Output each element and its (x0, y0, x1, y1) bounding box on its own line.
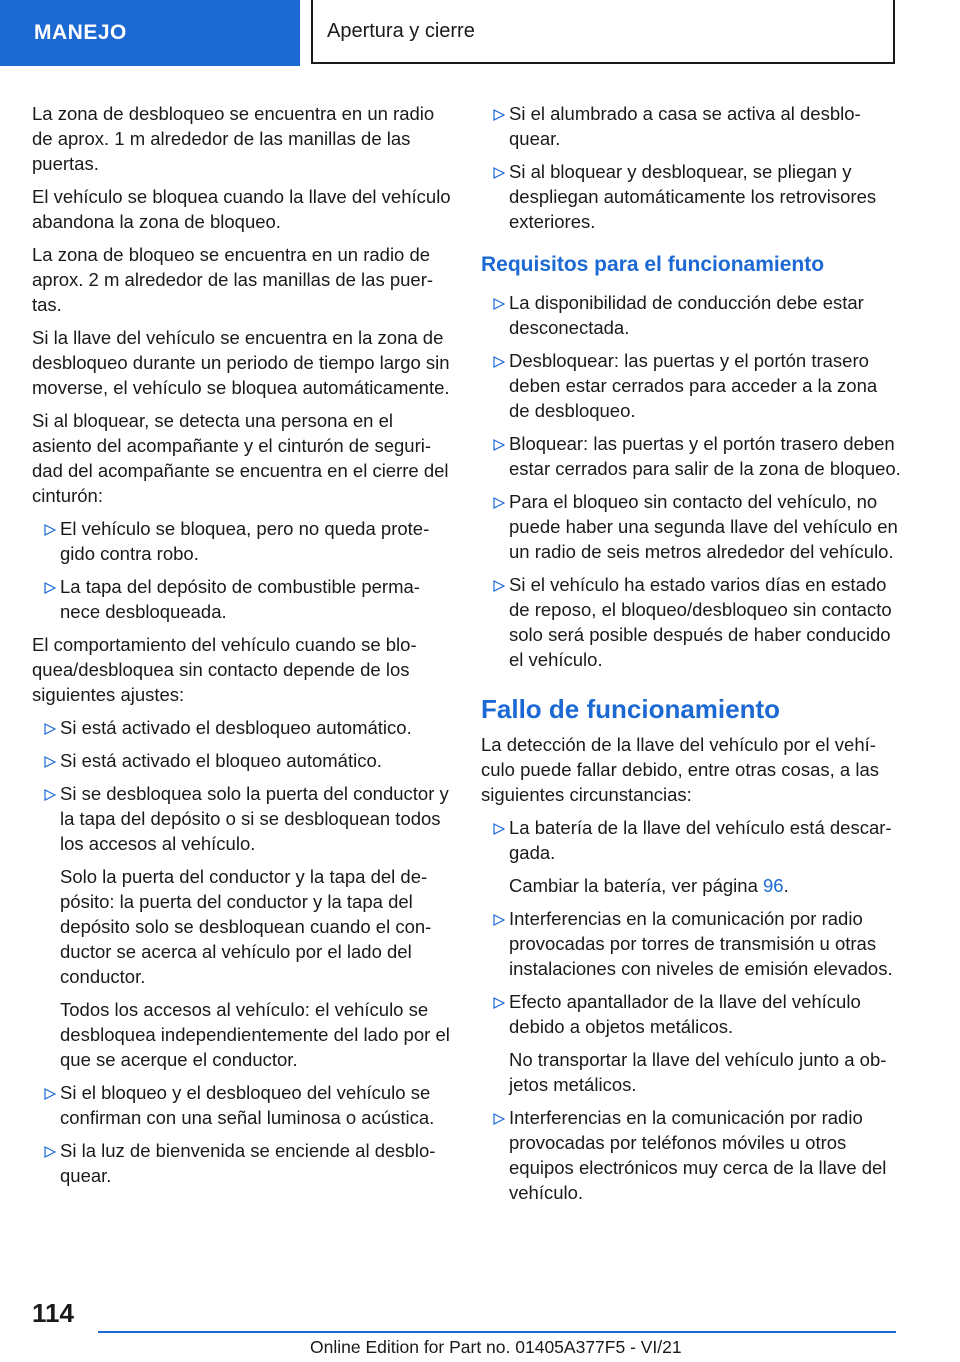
list-item (481, 906, 901, 981)
sub-paragraph-text: Cambiar la batería, ver página (509, 875, 763, 896)
section-tab[interactable] (0, 0, 300, 66)
right-column (481, 101, 901, 1213)
footer-edition: Online Edition for Part no. 01405A377F5 - VI/21 (310, 1337, 682, 1357)
section-heading: Fallo de funcionamiento (481, 694, 781, 724)
list-item-text: Efecto apantallador de la llave del vehículo debido a objetos metálicos. (509, 991, 861, 1037)
list-item (481, 431, 901, 481)
paragraph: Si la llave del vehículo se encuentra en la zona de desbloqueo durante un periodo de tiempo largo sin moverse, el vehículo se bloquea automáticamente. (32, 327, 450, 398)
section-heading: Requisitos para el funcionamiento (481, 253, 825, 276)
list-item-text: Si el bloqueo y el desbloqueo del vehículo se confirman con una señal luminosa o acústica. (60, 1082, 435, 1128)
paragraph: Si al bloquear, se detecta una persona en el asiento del acompañante y el cinturón de seguridad del acompañante se encuentra en el cierre del cinturón: (32, 410, 449, 506)
list-item-text: Si al bloquear y desbloquear, se pliegan y despliegan automáticamente los retrovisores exteriores. (509, 161, 877, 232)
sub-paragraph (481, 873, 901, 898)
list-item (32, 1138, 452, 1188)
list-item (32, 574, 452, 624)
chapter-title: Apertura y cierre (327, 19, 475, 42)
list-item (32, 781, 452, 856)
list-item-text: Si está activado el desbloqueo automático. (60, 717, 412, 738)
page-number: 114 (32, 1298, 74, 1328)
chapter-header (311, 0, 895, 64)
list-item-text: Si el alumbrado a casa se activa al desbloquear. (509, 103, 861, 149)
sub-paragraph: Solo la puerta del conductor y la tapa del depósito: la puerta del conductor y la tapa del depósito solo se desbloquean cuando el conductor se acerca al vehículo por el lado del conductor. (60, 866, 432, 987)
list-item (32, 516, 452, 566)
sub-paragraph-end: . (783, 875, 789, 896)
list-item-text: Para el bloqueo sin contacto del vehículo, no puede haber una segunda llave del vehículo en un radio de seis metros alrededor del vehículo. (509, 491, 898, 562)
list-item-text: Si el vehículo ha estado varios días en estado de reposo, el bloqueo/desbloqueo sin contacto solo será posible después de haber conducido el vehículo. (509, 574, 892, 670)
list-item (481, 159, 901, 234)
list-item (32, 748, 452, 773)
list-item-text: La tapa del depósito de combustible permanece desbloqueada. (60, 576, 420, 622)
list-item (481, 815, 901, 865)
sub-paragraph: No transportar la llave del vehículo junto a objetos metálicos. (509, 1049, 887, 1095)
paragraph: La zona de bloqueo se encuentra en un radio de aprox. 2 m alrededor de las manillas de las puertas. (32, 244, 434, 315)
list-item-text: Si está activado el bloqueo automático. (60, 750, 382, 771)
paragraph: El comportamiento del vehículo cuando se bloquea/desbloquea sin contacto depende de los siguientes ajustes: (32, 634, 417, 705)
list-item (481, 489, 901, 564)
list-item (481, 101, 901, 151)
list-item (481, 989, 901, 1039)
footer-divider (98, 1331, 896, 1333)
list-item (32, 1080, 452, 1130)
list-item-text: La disponibilidad de conducción debe estar desconectada. (509, 292, 864, 338)
sub-paragraph: Todos los accesos al vehículo: el vehículo se desbloquea independientemente del lado por el que se acerque el conductor. (60, 999, 450, 1070)
list-item (32, 715, 452, 740)
list-item-text: La batería de la llave del vehículo está descargada. (509, 817, 892, 863)
list-item-text: Desbloquear: las puertas y el portón trasero deben estar cerrados para acceder a la zona de desbloqueo. (509, 350, 878, 421)
list-item (481, 348, 901, 423)
list-item-text: Bloquear: las puertas y el portón trasero deben estar cerrados para salir de la zona de bloqueo. (509, 433, 901, 479)
list-item-text: El vehículo se bloquea, pero no queda protegido contra robo. (60, 518, 430, 564)
list-item (481, 572, 901, 672)
section-title: MANEJO (34, 21, 127, 44)
list-item-text: Interferencias en la comunicación por radio provocadas por teléfonos móviles u otros equipos electrónicos muy cerca de la llave del vehículo. (509, 1107, 887, 1203)
list-item-text: Interferencias en la comunicación por radio provocadas por torres de transmisión u otras instalaciones con niveles de emisión elevados. (509, 908, 893, 979)
paragraph: La detección de la llave del vehículo por el vehículo puede fallar debido, entre otras cosas, a las siguientes circunstancias: (481, 734, 879, 805)
list-item (481, 290, 901, 340)
list-item-text: Si la luz de bienvenida se enciende al desbloquear. (60, 1140, 436, 1186)
list-item-text: Si se desbloquea solo la puerta del conductor y la tapa del depósito o si se desbloquean todos los accesos al vehículo. (60, 783, 449, 854)
paragraph: La zona de desbloqueo se encuentra en un radio de aprox. 1 m alrededor de las manillas de las puertas. (32, 103, 435, 174)
left-column (32, 101, 452, 1196)
list-item (481, 1105, 901, 1205)
paragraph: El vehículo se bloquea cuando la llave del vehículo abandona la zona de bloqueo. (32, 186, 451, 232)
page-link[interactable]: 96 (763, 875, 784, 896)
